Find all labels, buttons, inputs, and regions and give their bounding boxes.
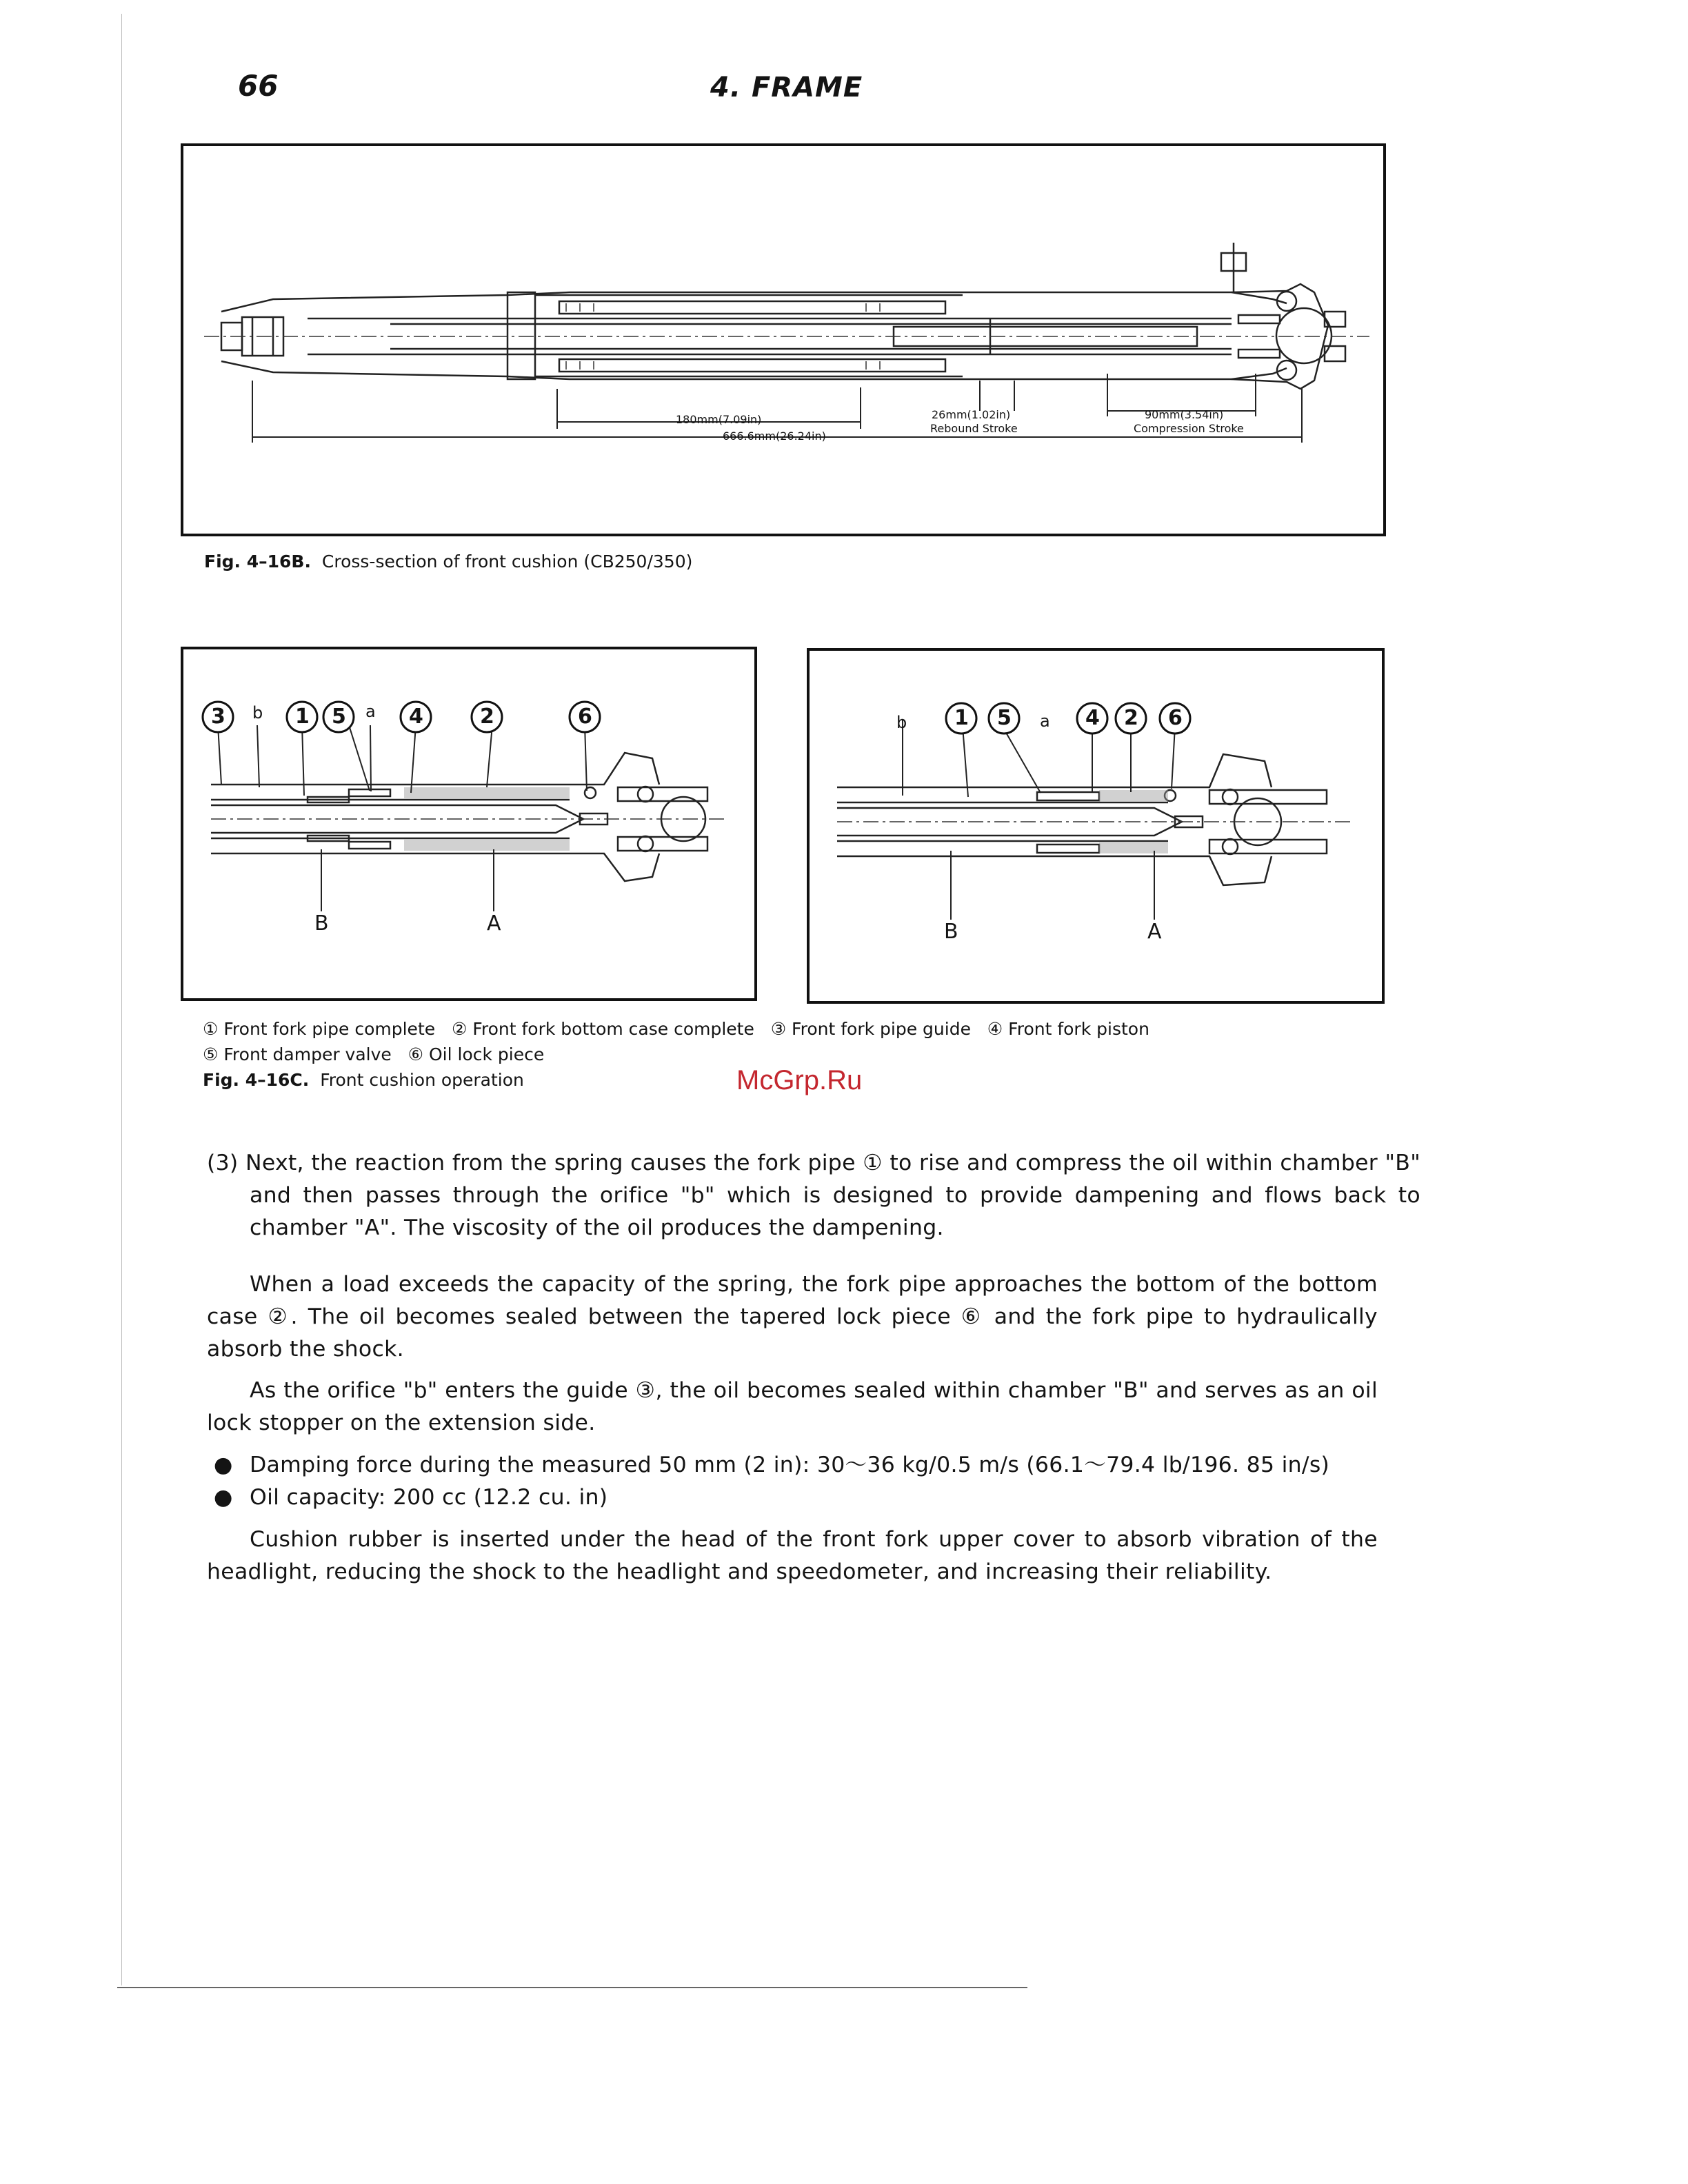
- figure-4-16c-caption: [203, 1070, 524, 1090]
- bullet-icon: ●: [214, 1485, 233, 1510]
- bullet-damping-text: Damping force during the measured 50 mm (2 in): 30～36 kg/0.5 m/s (66.1～79.4 lb/196. 85 in/s): [250, 1453, 1330, 1477]
- figure-4-16b-title: Cross-section of front cushion (CB250/350): [321, 552, 693, 572]
- figure-4-16b-caption: [204, 552, 692, 572]
- fork-operation-extended-drawing: [183, 649, 760, 1004]
- bullet-oil-text: Oil capacity: 200 cc (12.2 cu. in): [250, 1485, 608, 1510]
- fork-operation-compressed-drawing: [810, 651, 1387, 1007]
- figure-4-16b: [181, 143, 1386, 536]
- legend-line-2: ⑤ Front damper valve ⑥ Oil lock piece: [203, 1044, 545, 1064]
- label-b-small: b: [896, 713, 907, 732]
- callout-4: 4: [409, 705, 423, 729]
- chapter-title: 4. FRAME: [710, 72, 863, 103]
- callout-4: 4: [1085, 706, 1100, 730]
- callout-1: 1: [954, 706, 969, 730]
- paragraph-lock-piece: When a load exceeds the capacity of the spring, the fork pipe approaches the bottom of the bottom case ②. The oil becomes sealed between the tapered lock piece ⑥ and the fork pipe to hydraulically absorb the shock.: [207, 1272, 1378, 1362]
- watermark: McGrp.Ru: [736, 1065, 863, 1095]
- figure-4-16c-left: [181, 647, 757, 1001]
- legend-line-1: ① Front fork pipe complete ② Front fork bottom case complete ③ Front fork pipe guide ④ Front fork piston: [203, 1019, 1149, 1039]
- dim-label-90: 90mm(3.54in): [1145, 408, 1224, 421]
- bullet-icon: ●: [214, 1453, 233, 1477]
- chamber-b-label: B: [314, 911, 329, 936]
- callout-5: 5: [997, 706, 1012, 730]
- paragraph-3: (3) Next, the reaction from the spring causes the fork pipe ① to rise and compress the oil within chamber "B" and then passes through the orifice "b" which is designed to provide dampening and flows back to chamber "A". The viscosity of the oil produces the dampening.: [207, 1151, 1420, 1240]
- chamber-b-label: B: [944, 920, 958, 944]
- bottom-page-edge: [117, 1987, 1027, 1988]
- chamber-a-label: A: [1147, 920, 1162, 944]
- figure-4-16c-label: Fig. 4–16C.: [203, 1070, 310, 1090]
- callout-2: 2: [1124, 706, 1138, 730]
- compression-stroke-label: Compression Stroke: [1134, 422, 1244, 435]
- figure-4-16c-right: [807, 648, 1385, 1004]
- paragraph-orifice: As the orifice "b" enters the guide ③, the oil becomes sealed within chamber "B" and serves as an oil lock stopper on the extension side.: [207, 1378, 1378, 1435]
- callout-3: 3: [211, 705, 225, 729]
- label-a-small: a: [1040, 711, 1050, 731]
- page-number: 66: [238, 69, 279, 103]
- figure-4-16c-title: Front cushion operation: [320, 1070, 524, 1090]
- dim-label-26: 26mm(1.02in): [932, 408, 1011, 421]
- figure-4-16c-legend: [203, 1016, 1375, 1067]
- chamber-a-label: A: [487, 911, 501, 936]
- label-a-small: a: [365, 702, 376, 721]
- rebound-stroke-label: Rebound Stroke: [930, 422, 1018, 435]
- left-page-edge: [121, 14, 122, 1985]
- callout-6: 6: [1168, 706, 1183, 730]
- dim-label-666: 666.6mm(26.24in): [723, 429, 826, 443]
- callout-1: 1: [295, 705, 310, 729]
- callout-5: 5: [332, 705, 346, 729]
- callout-2: 2: [480, 705, 494, 729]
- callout-6: 6: [578, 705, 592, 729]
- dim-label-180: 180mm(7.09in): [676, 413, 762, 426]
- figure-4-16b-label: Fig. 4–16B.: [204, 552, 311, 572]
- fork-cross-section-drawing: [183, 146, 1389, 539]
- paragraph-cushion-rubber: Cushion rubber is inserted under the head of the front fork upper cover to absorb vibration of the headlight, reducing the shock to the headlight and speedometer, and increasing their reliability.: [207, 1527, 1378, 1584]
- label-b-small: b: [252, 703, 263, 722]
